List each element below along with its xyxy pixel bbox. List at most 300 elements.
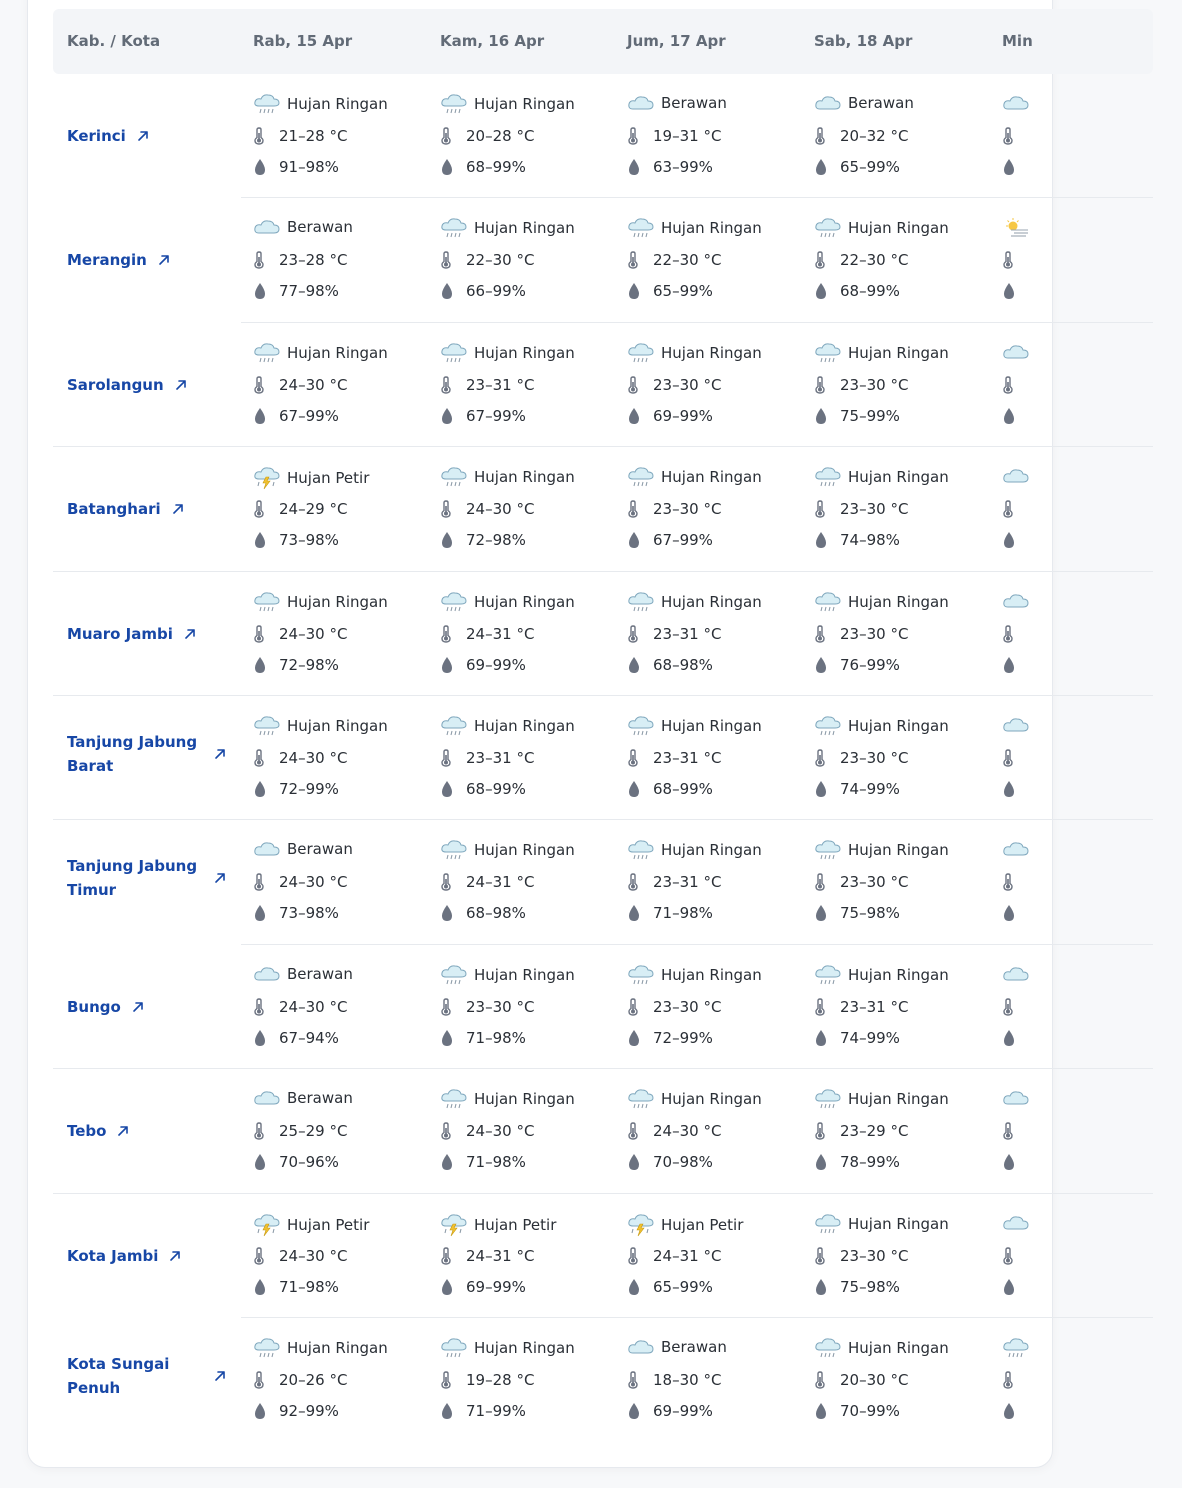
light-rain-icon	[440, 839, 474, 861]
forecast-cell	[814, 323, 994, 447]
region-link[interactable]	[67, 622, 227, 646]
light-rain-icon	[627, 839, 661, 861]
thermometer-icon	[814, 625, 840, 643]
table-row	[53, 74, 1153, 198]
thermometer-icon	[440, 1371, 466, 1389]
humidity-drop-icon	[1002, 1402, 1028, 1420]
light-rain-icon	[440, 591, 474, 613]
forecast-cell	[1002, 696, 1182, 820]
header-day: Sab, 18 Apr	[814, 32, 913, 50]
cloud-icon	[1002, 839, 1036, 859]
humidity-range: 71–98%	[466, 1153, 526, 1172]
humidity-drop-icon	[627, 1402, 653, 1420]
temperature-range: 24–31 °C	[466, 624, 535, 643]
weather-condition: Hujan Ringan	[474, 717, 575, 735]
thermometer-icon	[627, 625, 653, 643]
thermometer-icon	[814, 1247, 840, 1265]
humidity-range: 68–98%	[653, 655, 713, 674]
thermometer-icon	[627, 873, 653, 891]
humidity-drop-icon	[440, 656, 466, 674]
table-row	[53, 1069, 1153, 1193]
humidity-drop-icon	[814, 158, 840, 176]
forecast-cell	[627, 572, 807, 696]
humidity-drop-icon	[253, 282, 279, 300]
humidity-range: 68–99%	[466, 780, 526, 798]
thermometer-icon	[814, 1122, 840, 1140]
temperature-range: 23–30 °C	[840, 1246, 909, 1265]
region-link[interactable]	[67, 1244, 227, 1268]
weather-condition: Hujan Petir	[474, 1215, 557, 1234]
forecast-cell	[1002, 945, 1182, 1069]
light-rain-icon	[440, 1337, 474, 1359]
humidity-range: 67–99%	[653, 531, 713, 550]
temperature-range: 24–30 °C	[279, 749, 348, 767]
forecast-cell	[253, 820, 433, 944]
thermometer-icon	[627, 251, 653, 269]
humidity-range: 69–99%	[653, 406, 713, 425]
humidity-range: 75–98%	[840, 904, 900, 923]
light-rain-icon	[440, 342, 474, 364]
thermometer-icon	[1002, 251, 1028, 269]
weather-condition: Hujan Ringan	[474, 965, 575, 984]
weather-condition: Hujan Ringan	[474, 1339, 575, 1357]
humidity-drop-icon	[253, 531, 279, 549]
forecast-cell	[814, 945, 994, 1069]
humidity-drop-icon	[1002, 656, 1028, 674]
humidity-range: 71–98%	[653, 904, 713, 923]
forecast-cell	[253, 696, 433, 820]
forecast-cell	[627, 696, 807, 820]
weather-condition: Hujan Ringan	[848, 841, 949, 860]
light-rain-icon	[253, 342, 287, 364]
humidity-drop-icon	[253, 1402, 279, 1420]
humidity-range: 76–99%	[840, 655, 900, 674]
light-rain-icon	[627, 964, 661, 986]
light-rain-icon	[253, 93, 287, 115]
forecast-cell	[253, 945, 433, 1069]
weather-condition: Hujan Ringan	[474, 592, 575, 611]
region-link[interactable]	[67, 1352, 227, 1400]
humidity-range: 72–99%	[279, 780, 339, 798]
temperature-range: 23–30 °C	[653, 500, 722, 519]
humidity-drop-icon	[440, 531, 466, 549]
table-row	[53, 945, 1153, 1069]
temperature-range: 22–30 °C	[653, 251, 722, 270]
humidity-drop-icon	[814, 1029, 840, 1047]
cloud-icon	[1002, 342, 1036, 362]
temperature-range: 19–28 °C	[466, 1371, 535, 1389]
weather-condition: Hujan Ringan	[287, 592, 388, 611]
humidity-drop-icon	[814, 531, 840, 549]
forecast-cell	[440, 820, 620, 944]
thermometer-icon	[253, 625, 279, 643]
light-rain-icon	[814, 1337, 848, 1359]
forecast-cell	[440, 447, 620, 571]
table-row	[53, 198, 1153, 322]
humidity-range: 65–99%	[653, 282, 713, 301]
temperature-range: 23–31 °C	[466, 375, 535, 394]
humidity-range: 72–98%	[466, 531, 526, 550]
thermometer-icon	[253, 873, 279, 891]
weather-condition: Hujan Ringan	[848, 1339, 949, 1357]
forecast-cell	[814, 198, 994, 322]
light-rain-icon	[440, 715, 474, 737]
weather-condition: Hujan Ringan	[474, 219, 575, 238]
cloud-icon	[1002, 591, 1036, 611]
temperature-range: 24–31 °C	[466, 873, 535, 892]
humidity-range: 92–99%	[279, 1402, 339, 1420]
temperature-range: 24–30 °C	[279, 873, 348, 892]
thermometer-icon	[814, 500, 840, 518]
humidity-drop-icon	[627, 780, 653, 798]
forecast-cell	[627, 1318, 807, 1442]
forecast-cell	[627, 1069, 807, 1193]
humidity-range: 69–99%	[466, 655, 526, 674]
region-link[interactable]	[67, 854, 227, 902]
humidity-range: 68–98%	[466, 904, 526, 923]
humidity-drop-icon	[440, 282, 466, 300]
temperature-range: 23–30 °C	[840, 500, 909, 519]
weather-condition: Hujan Ringan	[848, 343, 949, 362]
cloud-icon	[253, 217, 287, 237]
forecast-cell	[814, 1194, 994, 1318]
external-link-arrow-icon	[157, 253, 171, 267]
thermometer-icon	[627, 376, 653, 394]
forecast-cell	[814, 820, 994, 944]
weather-condition: Hujan Ringan	[474, 1090, 575, 1109]
humidity-drop-icon	[1002, 780, 1028, 798]
region-link[interactable]	[67, 124, 227, 148]
cloud-icon	[253, 964, 287, 984]
temperature-range: 23–31 °C	[840, 997, 909, 1016]
humidity-range: 68–99%	[653, 780, 713, 798]
temperature-range: 24–30 °C	[653, 1122, 722, 1141]
temperature-range: 23–28 °C	[279, 251, 348, 270]
region-name: Muaro Jambi	[67, 624, 173, 643]
forecast-cell	[253, 74, 433, 198]
light-rain-icon	[814, 217, 848, 239]
thermometer-icon	[253, 1371, 279, 1389]
humidity-drop-icon	[627, 407, 653, 425]
temperature-range: 23–30 °C	[840, 375, 909, 394]
weather-condition: Hujan Ringan	[474, 343, 575, 362]
temperature-range: 25–29 °C	[279, 1122, 348, 1141]
external-link-arrow-icon	[136, 129, 150, 143]
light-rain-icon	[440, 1088, 474, 1110]
header-region: Kab. / Kota	[67, 32, 161, 50]
humidity-range: 67–99%	[279, 406, 339, 425]
cloud-icon	[1002, 964, 1036, 984]
temperature-range: 20–28 °C	[466, 127, 535, 145]
forecast-cell	[253, 572, 433, 696]
forecast-cell	[814, 696, 994, 820]
humidity-drop-icon	[814, 1402, 840, 1420]
humidity-drop-icon	[1002, 904, 1028, 922]
cloud-icon	[1002, 715, 1036, 735]
humidity-drop-icon	[253, 1153, 279, 1171]
forecast-cell	[440, 572, 620, 696]
weather-condition: Hujan Petir	[287, 1215, 370, 1234]
temperature-range: 23–31 °C	[653, 749, 722, 767]
weather-condition: Hujan Ringan	[848, 592, 949, 611]
temperature-range: 22–30 °C	[466, 251, 535, 270]
thermometer-icon	[253, 376, 279, 394]
thermometer-icon	[1002, 1122, 1028, 1140]
thermometer-icon	[627, 749, 653, 767]
thermometer-icon	[253, 127, 279, 145]
thermometer-icon	[814, 376, 840, 394]
header-day: Jum, 17 Apr	[627, 32, 726, 50]
temperature-range: 23–30 °C	[840, 624, 909, 643]
table-row	[53, 1318, 1153, 1442]
thunderstorm-icon	[253, 1213, 287, 1237]
region-name: Batanghari	[67, 500, 161, 519]
temperature-range: 24–30 °C	[466, 1122, 535, 1141]
light-rain-icon	[627, 715, 661, 737]
thermometer-icon	[814, 873, 840, 891]
light-rain-icon	[440, 466, 474, 488]
region-link[interactable]	[67, 730, 227, 778]
thermometer-icon	[627, 1247, 653, 1265]
weather-condition: Hujan Ringan	[661, 468, 762, 487]
region-name: Kota Sungai Penuh	[67, 1355, 170, 1397]
region-link[interactable]	[67, 1119, 227, 1143]
humidity-drop-icon	[814, 282, 840, 300]
forecast-cell	[253, 1318, 433, 1442]
light-rain-icon	[253, 591, 287, 613]
thermometer-icon	[627, 1371, 653, 1389]
temperature-range: 24–29 °C	[279, 500, 348, 519]
cloud-icon	[627, 1337, 661, 1357]
light-rain-icon	[440, 93, 474, 115]
temperature-range: 23–30 °C	[653, 997, 722, 1016]
thermometer-icon	[253, 500, 279, 518]
temperature-range: 21–28 °C	[279, 127, 348, 145]
humidity-range: 70–96%	[279, 1153, 339, 1172]
light-rain-icon	[814, 1213, 848, 1235]
region-name: Tebo	[67, 1122, 107, 1141]
humidity-range: 72–98%	[279, 655, 339, 674]
humidity-range: 73–98%	[279, 531, 339, 550]
humidity-drop-icon	[814, 1153, 840, 1171]
forecast-cell	[814, 74, 994, 198]
table-header	[53, 9, 1153, 74]
region-link[interactable]	[67, 248, 227, 272]
weather-condition: Hujan Ringan	[287, 95, 388, 113]
region-link[interactable]	[67, 497, 227, 521]
forecast-cell	[627, 1194, 807, 1318]
weather-condition: Hujan Ringan	[848, 1214, 949, 1233]
humidity-drop-icon	[1002, 282, 1028, 300]
forecast-cell	[440, 198, 620, 322]
weather-condition: Hujan Ringan	[848, 965, 949, 984]
forecast-cell	[1002, 447, 1182, 571]
forecast-cell	[627, 945, 807, 1069]
thermometer-icon	[440, 127, 466, 145]
thermometer-icon	[1002, 873, 1028, 891]
forecast-cell	[440, 74, 620, 198]
humidity-drop-icon	[440, 407, 466, 425]
weather-condition: Hujan Ringan	[848, 468, 949, 487]
humidity-range: 71–98%	[466, 1028, 526, 1047]
forecast-cell	[1002, 572, 1182, 696]
cloud-icon	[1002, 466, 1036, 486]
humidity-drop-icon	[440, 904, 466, 922]
humidity-range: 69–99%	[466, 1277, 526, 1296]
weather-condition: Hujan Ringan	[661, 965, 762, 984]
humidity-drop-icon	[253, 656, 279, 674]
region-link[interactable]	[67, 373, 227, 397]
thermometer-icon	[440, 1247, 466, 1265]
external-link-arrow-icon	[213, 747, 227, 761]
temperature-range: 18–30 °C	[653, 1371, 722, 1389]
region-name: Bungo	[67, 997, 121, 1016]
thermometer-icon	[814, 749, 840, 767]
humidity-range: 78–99%	[840, 1153, 900, 1172]
table-row	[53, 572, 1153, 696]
forecast-cell	[814, 572, 994, 696]
forecast-cell	[627, 447, 807, 571]
humidity-range: 77–98%	[279, 282, 339, 301]
region-name: Kerinci	[67, 127, 126, 145]
sun-haze-icon	[1002, 217, 1036, 239]
cloud-icon	[253, 839, 287, 859]
light-rain-icon	[814, 342, 848, 364]
forecast-cell	[253, 1069, 433, 1193]
thermometer-icon	[1002, 127, 1028, 145]
weather-condition: Berawan	[287, 964, 353, 983]
humidity-drop-icon	[627, 1278, 653, 1296]
forecast-cell	[627, 323, 807, 447]
forecast-cell	[1002, 323, 1182, 447]
cloud-icon	[627, 93, 661, 113]
thermometer-icon	[440, 625, 466, 643]
weather-condition: Hujan Ringan	[848, 717, 949, 735]
thermometer-icon	[627, 998, 653, 1016]
forecast-cell	[253, 1194, 433, 1318]
humidity-drop-icon	[253, 1029, 279, 1047]
thermometer-icon	[440, 251, 466, 269]
forecast-cell	[627, 820, 807, 944]
external-link-arrow-icon	[116, 1124, 130, 1138]
humidity-range: 66–99%	[466, 282, 526, 301]
weather-condition: Hujan Ringan	[661, 717, 762, 735]
region-link[interactable]	[67, 995, 227, 1019]
humidity-drop-icon	[440, 1029, 466, 1047]
light-rain-icon	[440, 217, 474, 239]
forecast-cell	[440, 1194, 620, 1318]
humidity-drop-icon	[440, 158, 466, 176]
humidity-drop-icon	[1002, 407, 1028, 425]
external-link-arrow-icon	[171, 502, 185, 516]
weather-condition: Hujan Ringan	[287, 717, 388, 735]
region-name: Merangin	[67, 251, 147, 270]
thermometer-icon	[1002, 749, 1028, 767]
weather-condition: Berawan	[287, 218, 353, 237]
table-row	[53, 447, 1153, 571]
humidity-range: 71–98%	[279, 1277, 339, 1296]
temperature-range: 23–30 °C	[466, 997, 535, 1016]
humidity-drop-icon	[1002, 1029, 1028, 1047]
temperature-range: 24–30 °C	[279, 375, 348, 394]
humidity-drop-icon	[1002, 158, 1028, 176]
forecast-cell	[440, 1069, 620, 1193]
table-row	[53, 323, 1153, 447]
humidity-drop-icon	[814, 780, 840, 798]
forecast-cell	[814, 1069, 994, 1193]
forecast-cell	[440, 696, 620, 820]
thunderstorm-icon	[440, 1213, 474, 1237]
weather-condition: Hujan Ringan	[848, 1090, 949, 1109]
humidity-drop-icon	[814, 1278, 840, 1296]
temperature-range: 24–30 °C	[279, 624, 348, 643]
humidity-range: 73–98%	[279, 904, 339, 923]
light-rain-icon	[814, 715, 848, 737]
temperature-range: 23–30 °C	[840, 873, 909, 892]
thermometer-icon	[814, 998, 840, 1016]
forecast-cell	[440, 945, 620, 1069]
thermometer-icon	[627, 127, 653, 145]
thermometer-icon	[1002, 998, 1028, 1016]
humidity-drop-icon	[627, 158, 653, 176]
weather-condition: Hujan Ringan	[287, 1339, 388, 1357]
humidity-range: 74–98%	[840, 531, 900, 550]
light-rain-icon	[440, 964, 474, 986]
humidity-range: 70–99%	[840, 1402, 900, 1420]
cloud-icon	[1002, 1088, 1036, 1108]
humidity-drop-icon	[253, 407, 279, 425]
weather-condition: Hujan Ringan	[287, 343, 388, 362]
light-rain-icon	[814, 964, 848, 986]
forecast-cell	[253, 447, 433, 571]
forecast-cell	[440, 1318, 620, 1442]
humidity-drop-icon	[253, 904, 279, 922]
weather-condition: Hujan Ringan	[661, 343, 762, 362]
temperature-range: 20–32 °C	[840, 127, 909, 145]
light-rain-icon	[814, 1088, 848, 1110]
forecast-cell	[1002, 198, 1182, 322]
external-link-arrow-icon	[131, 1000, 145, 1014]
thermometer-icon	[440, 1122, 466, 1140]
humidity-drop-icon	[627, 531, 653, 549]
humidity-drop-icon	[627, 904, 653, 922]
humidity-drop-icon	[814, 656, 840, 674]
table-row	[53, 1194, 1153, 1318]
temperature-range: 23–30 °C	[840, 749, 909, 767]
humidity-range: 68–99%	[840, 282, 900, 301]
humidity-range: 75–99%	[840, 406, 900, 425]
cloud-icon	[253, 1088, 287, 1108]
external-link-arrow-icon	[174, 378, 188, 392]
temperature-range: 23–31 °C	[653, 624, 722, 643]
table-row	[53, 696, 1153, 820]
temperature-range: 24–30 °C	[279, 997, 348, 1016]
weather-condition: Hujan Ringan	[474, 841, 575, 860]
humidity-range: 69–99%	[653, 1402, 713, 1420]
humidity-range: 63–99%	[653, 158, 713, 176]
thermometer-icon	[440, 873, 466, 891]
thermometer-icon	[1002, 625, 1028, 643]
thunderstorm-icon	[253, 466, 287, 490]
thermometer-icon	[1002, 1371, 1028, 1389]
temperature-range: 24–31 °C	[653, 1246, 722, 1265]
light-rain-icon	[627, 1088, 661, 1110]
temperature-range: 20–30 °C	[840, 1371, 909, 1389]
table-row	[53, 820, 1153, 944]
cloud-icon	[1002, 93, 1036, 113]
thunderstorm-icon	[627, 1213, 661, 1237]
humidity-range: 67–99%	[466, 406, 526, 425]
